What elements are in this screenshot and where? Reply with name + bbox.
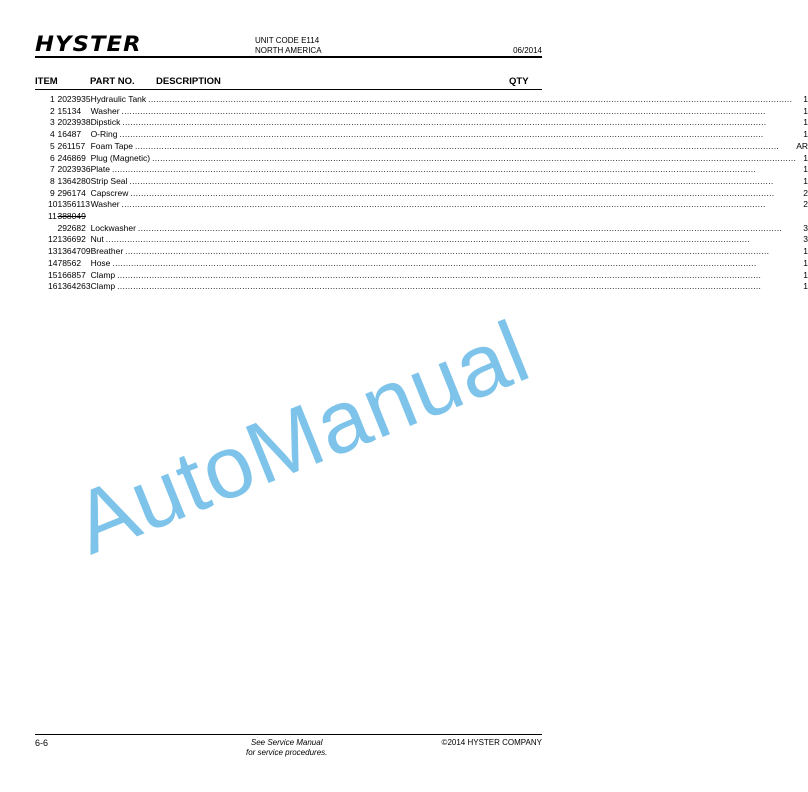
- dot-leader: [112, 164, 796, 176]
- quantity: 2: [803, 199, 808, 210]
- item-number: [35, 223, 57, 235]
- footer-note-line-2: for service procedures.: [246, 748, 328, 757]
- item-number: 15: [48, 269, 58, 280]
- description-cell: [91, 281, 797, 293]
- description-leader: [91, 129, 797, 141]
- quantity: 1: [803, 164, 808, 175]
- description-text: Breather: [90, 246, 124, 257]
- item-number: 6: [50, 152, 55, 163]
- quantity: 1: [803, 175, 808, 186]
- quantity: 1: [803, 117, 808, 128]
- dot-leader: [148, 94, 796, 106]
- column-header-description: DESCRIPTION: [156, 76, 221, 87]
- table-row: [35, 129, 808, 141]
- part-number: 388049: [57, 211, 86, 222]
- footer-note-line-1: See Service Manual: [250, 738, 323, 747]
- footer-rule: [35, 734, 542, 735]
- description-text: Clamp: [90, 281, 116, 292]
- dot-leader: [122, 106, 797, 118]
- description-text: Hydraulic Tank: [90, 94, 147, 104]
- description-cell: [91, 164, 797, 176]
- description-leader: [91, 153, 797, 165]
- item-number: 11: [48, 211, 57, 222]
- description-leader: [91, 223, 797, 235]
- table-row: [35, 223, 808, 235]
- dot-leader: [125, 246, 796, 258]
- quantity: 1: [803, 257, 808, 268]
- description-leader: [91, 258, 797, 270]
- item-number: 5: [50, 140, 55, 151]
- item-number: 3: [50, 117, 55, 128]
- hyster-logo: HYSTER: [35, 32, 142, 56]
- footer-note: [246, 738, 327, 758]
- table-row: [35, 141, 808, 153]
- table-row: [35, 188, 808, 200]
- quantity: 1: [803, 94, 808, 104]
- description-cell: [91, 270, 797, 282]
- part-number: 296174: [57, 187, 86, 198]
- header-rule: [35, 56, 542, 58]
- description-text: Plug (Magnetic): [90, 152, 151, 163]
- item-number: 2: [50, 105, 55, 116]
- item-number: 8: [50, 175, 55, 186]
- quantity: 1: [803, 246, 808, 257]
- column-header-part-no: PART NO.: [90, 76, 135, 87]
- description-leader: [91, 281, 797, 293]
- part-number: 2023938: [57, 117, 91, 128]
- description-cell: [91, 117, 797, 129]
- description-text: O-Ring: [90, 129, 118, 140]
- dot-leader: [122, 199, 797, 211]
- description-cell: [91, 153, 797, 165]
- part-number: 292682: [57, 222, 86, 233]
- part-number: 1356113: [57, 199, 90, 210]
- column-header-item: ITEM: [35, 76, 58, 87]
- description-cell: [91, 176, 797, 188]
- item-number: 14: [48, 257, 58, 268]
- page-number: 6-6: [35, 738, 49, 748]
- description-leader: [91, 199, 797, 211]
- part-number: 16487: [57, 129, 82, 140]
- description-leader: [91, 188, 797, 200]
- dot-leader: [106, 234, 796, 246]
- part-number: 1364280: [57, 175, 91, 186]
- description-cell: [91, 258, 797, 270]
- dot-leader: [117, 270, 796, 282]
- header-unit-info: [255, 36, 322, 56]
- dot-leader: [135, 141, 796, 153]
- description-leader: [91, 234, 797, 246]
- part-number: 261157: [57, 140, 86, 151]
- item-number: 13: [48, 246, 58, 257]
- dot-leader: [129, 176, 796, 188]
- item-number: 4: [50, 129, 55, 140]
- table-row: [35, 211, 808, 223]
- description-text: Plate: [90, 164, 110, 175]
- table-row: [35, 176, 808, 188]
- description-leader: [91, 176, 797, 188]
- quantity: AR: [796, 140, 808, 151]
- description-leader: [91, 141, 797, 153]
- table-row: [35, 199, 808, 211]
- item-number: 12: [48, 234, 58, 245]
- item-number: 10: [48, 199, 58, 210]
- description-text: Lockwasher: [90, 222, 136, 233]
- part-number: 15134: [57, 105, 82, 116]
- parts-table: [35, 94, 808, 293]
- description-cell: [91, 141, 797, 153]
- description-cell: [91, 129, 797, 141]
- description-cell: [91, 94, 797, 106]
- description-cell: [91, 188, 797, 200]
- dot-leader: [130, 188, 796, 200]
- part-number: 2023936: [57, 164, 91, 175]
- table-row: [35, 258, 808, 270]
- dot-leader: [152, 153, 796, 165]
- table-row: [35, 270, 808, 282]
- description-text: Strip Seal: [90, 175, 128, 186]
- unit-code: UNIT CODE E114: [255, 36, 320, 45]
- part-number: 2023935: [57, 94, 91, 104]
- description-leader: [91, 164, 797, 176]
- dot-leader: [112, 258, 796, 270]
- column-header-qty: QTY: [509, 76, 529, 87]
- parts-table-body: [35, 94, 808, 293]
- table-row: [35, 234, 808, 246]
- column-header-rule: [35, 89, 542, 90]
- dot-leader: [120, 129, 797, 141]
- description-leader: [91, 270, 797, 282]
- description-leader: [91, 106, 797, 118]
- table-row: [35, 106, 808, 118]
- description-cell: [91, 211, 797, 223]
- description-cell: [91, 234, 797, 246]
- table-row: [35, 94, 808, 106]
- quantity: 3: [803, 222, 808, 233]
- quantity: 3: [803, 234, 808, 245]
- part-number: 166857: [57, 269, 86, 280]
- quantity: 1: [803, 129, 808, 140]
- dot-leader: [138, 223, 796, 235]
- item-number: 16: [48, 281, 58, 292]
- description-text: Washer: [90, 199, 120, 210]
- quantity: 1: [803, 105, 808, 116]
- description-text: Capscrew: [90, 187, 129, 198]
- item-number: 1: [50, 94, 55, 104]
- description-leader: [91, 94, 797, 106]
- part-number: 246869: [57, 152, 86, 163]
- copyright: ©2014 HYSTER COMPANY: [441, 738, 542, 747]
- dot-leader: [117, 281, 796, 293]
- quantity: [796, 211, 808, 223]
- table-row: [35, 153, 808, 165]
- table-row: [35, 281, 808, 293]
- description-cell: [91, 199, 797, 211]
- watermark: AutoManual: [60, 301, 543, 573]
- description-cell: [91, 223, 797, 235]
- description-leader: [91, 117, 797, 129]
- dot-leader: [122, 117, 796, 129]
- part-number: 1364709: [57, 246, 91, 257]
- description-text: Washer: [90, 105, 120, 116]
- description-text: Hose: [90, 257, 111, 268]
- part-number: 136692: [57, 234, 86, 245]
- table-row: [35, 117, 808, 129]
- description-cell: [91, 106, 797, 118]
- item-number: 7: [50, 164, 55, 175]
- item-number: 9: [50, 187, 55, 198]
- quantity: 1: [803, 281, 808, 292]
- description-text: Clamp: [90, 269, 116, 280]
- table-row: [35, 164, 808, 176]
- header-date: 06/2014: [513, 46, 542, 55]
- description-leader: [91, 246, 797, 258]
- part-number: 1364263: [57, 281, 91, 292]
- description-text: Foam Tape: [90, 140, 133, 151]
- description-text: Nut: [90, 234, 104, 245]
- quantity: 1: [803, 269, 808, 280]
- region: NORTH AMERICA: [255, 46, 322, 55]
- quantity: 1: [803, 152, 808, 163]
- description-text: Dipstick: [90, 117, 121, 128]
- table-row: [35, 246, 808, 258]
- part-number: 78562: [57, 257, 82, 268]
- quantity: 2: [803, 187, 808, 198]
- description-cell: [91, 246, 797, 258]
